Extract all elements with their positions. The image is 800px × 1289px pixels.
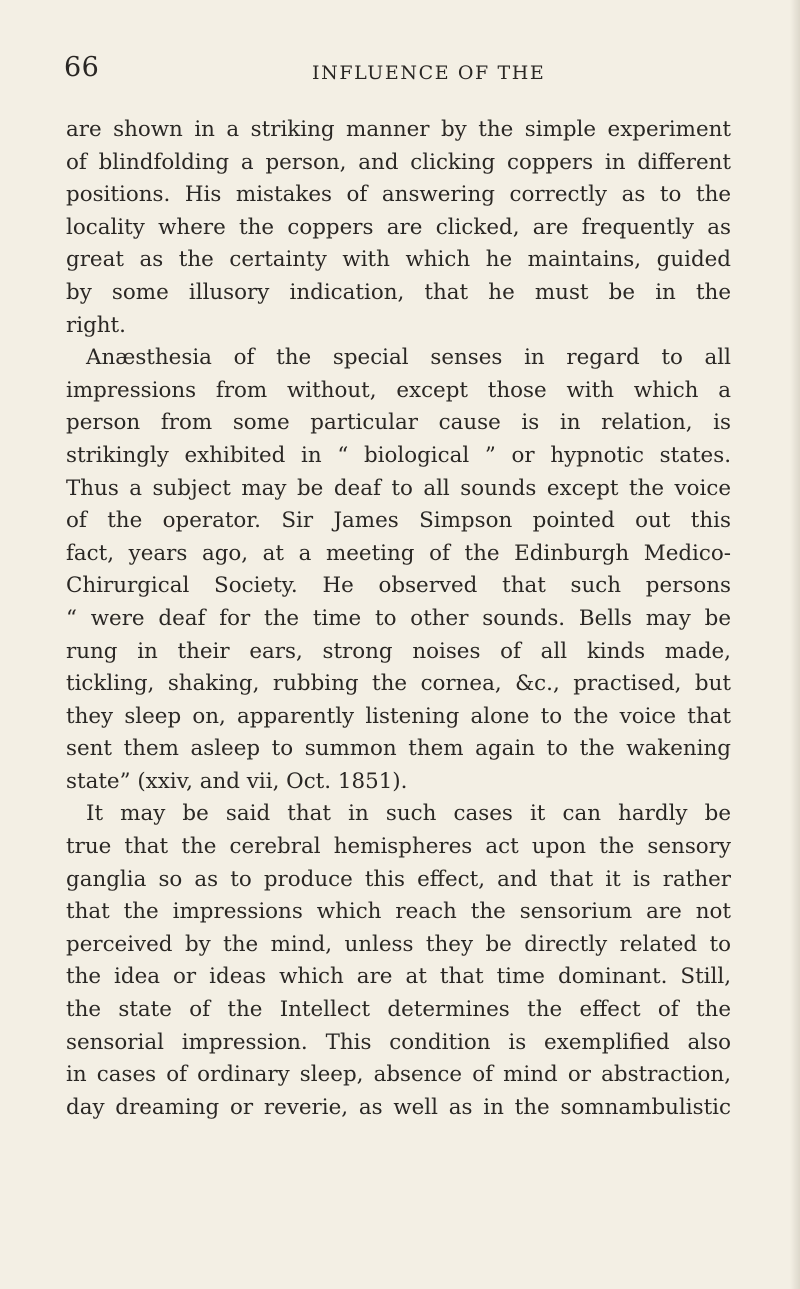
text-line: great as the certainty with which he maintains, guided xyxy=(66,247,731,273)
text-line: they sleep on, apparently listening alone to the voice that xyxy=(66,703,731,729)
text-line: fact, years ago, at a meeting of the Edinburgh Medico- xyxy=(66,540,731,566)
text-line: It may be said that in such cases it can hardly be xyxy=(86,801,731,827)
page-edge-shadow xyxy=(790,0,800,1289)
text-line: positions. His mistakes of answering correctly as to the xyxy=(66,182,731,208)
text-line: sensorial impression. This condition is exemplified also xyxy=(66,1029,731,1055)
text-line: Anæsthesia of the special senses in regard to all xyxy=(86,345,731,371)
text-line: rung in their ears, strong noises of all kinds made, xyxy=(66,638,731,664)
text-line: impressions from without, except those with which a xyxy=(66,377,731,403)
text-line: tickling, shaking, rubbing the cornea, &c., practised, but xyxy=(66,671,731,697)
text-line: the state of the Intellect determines the effect of the xyxy=(66,997,731,1023)
text-line: true that the cerebral hemispheres act upon the sensory xyxy=(66,834,731,860)
text-line: day dreaming or reverie, as well as in the somnambulistic xyxy=(66,1094,731,1120)
text-line: the idea or ideas which are at that time dominant. Still, xyxy=(66,964,731,990)
text-line: perceived by the mind, unless they be directly related to xyxy=(66,931,731,957)
body-text xyxy=(66,114,731,1124)
text-line: that the impressions which reach the sensorium are not xyxy=(66,899,731,925)
text-line: state” (xxiv, and vii, Oct. 1851). xyxy=(66,768,408,794)
text-line: of the operator. Sir James Simpson pointed out this xyxy=(66,508,731,534)
page-number: 66 xyxy=(64,52,100,83)
running-head: INFLUENCE OF THE xyxy=(312,62,546,84)
text-line: ganglia so as to produce this effect, and that it is rather xyxy=(66,866,731,892)
text-line: of blindfolding a person, and clicking coppers in different xyxy=(66,149,731,175)
text-line: in cases of ordinary sleep, absence of mind or abstraction, xyxy=(66,1062,731,1088)
text-line: “ were deaf for the time to other sounds. Bells may be xyxy=(66,605,731,631)
text-line: sent them asleep to summon them again to the wakening xyxy=(66,736,731,762)
text-line: Chirurgical Society. He observed that such persons xyxy=(66,573,731,599)
text-line: locality where the coppers are clicked, are frequently as xyxy=(66,214,731,240)
text-line: strikingly exhibited in “ biological ” or hypnotic states. xyxy=(66,442,731,468)
text-line: right. xyxy=(66,312,126,338)
text-line: Thus a subject may be deaf to all sounds except the voice xyxy=(66,475,731,501)
text-line: by some illusory indication, that he must be in the xyxy=(66,279,731,305)
text-line: person from some particular cause is in relation, is xyxy=(66,410,731,436)
text-line: are shown in a striking manner by the simple experiment xyxy=(66,117,731,142)
